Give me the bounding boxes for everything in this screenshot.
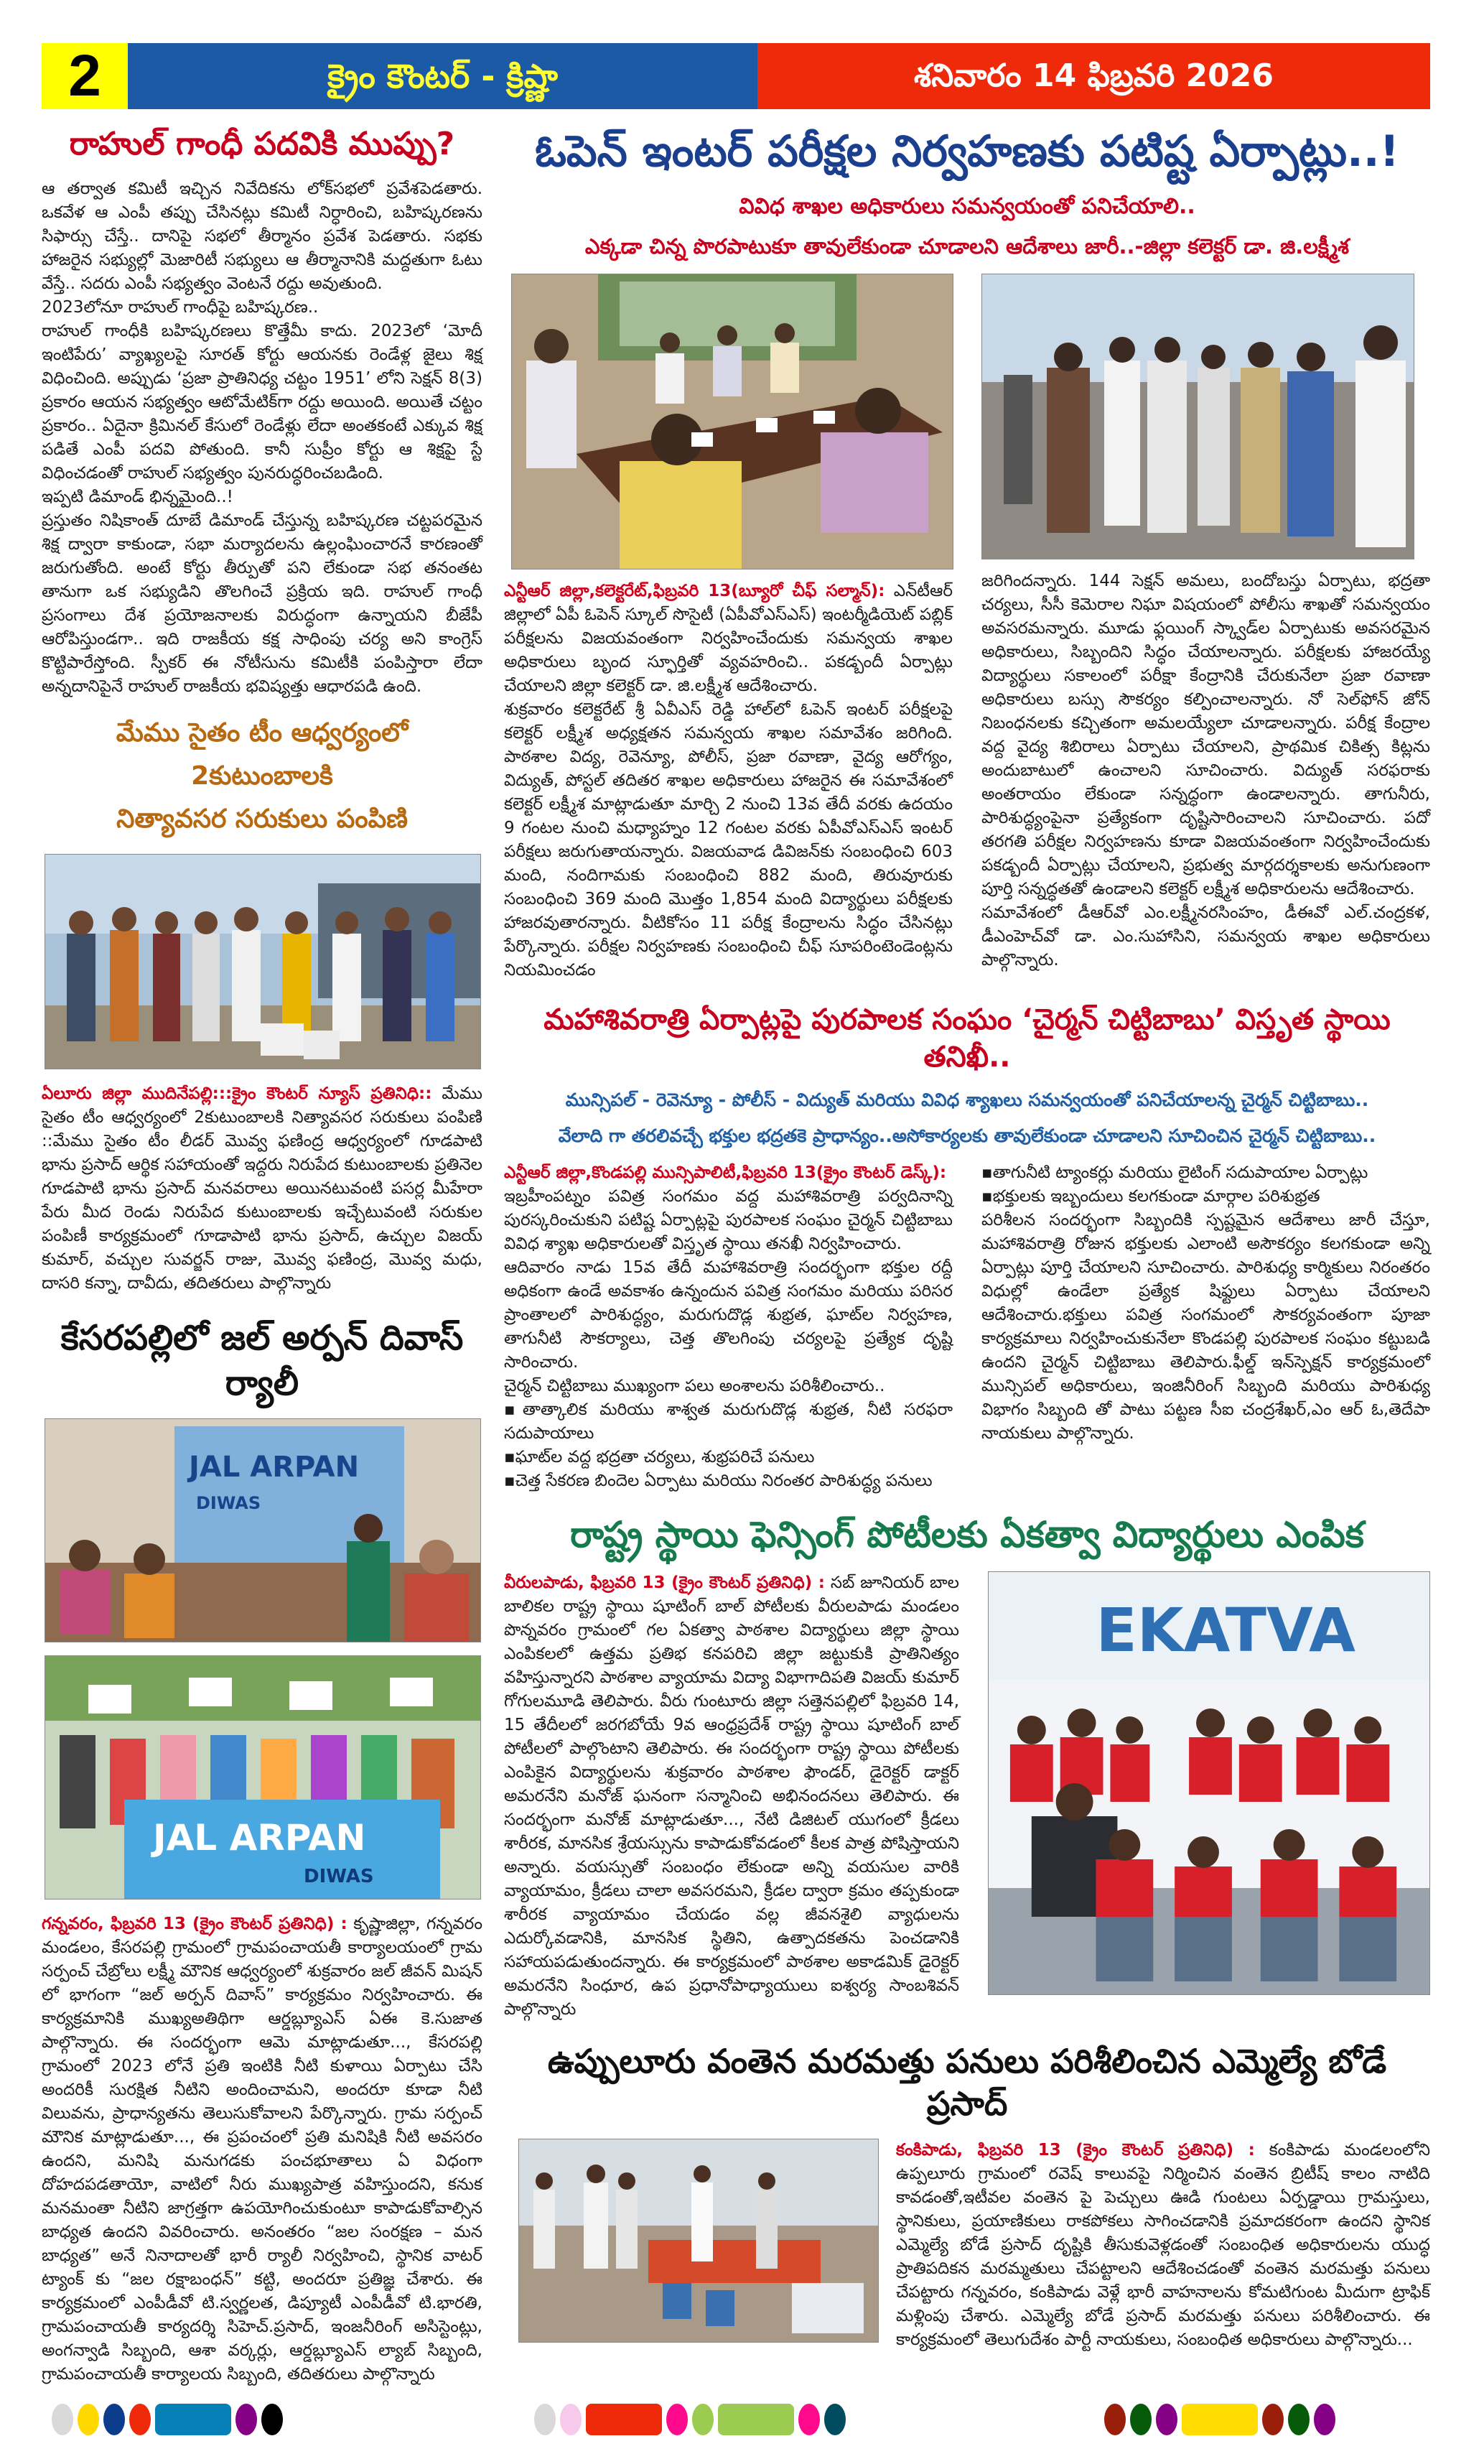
color-dot (824, 2404, 846, 2435)
paragraph: ఇప్పటి డిమాండ్ భిన్నమైంది..! (42, 488, 233, 507)
dateline: ఏలూరు జిల్లా ముదినేపల్లి:::క్రైం కౌంటర్ న్యూస్ ప్రతినిధి:: (42, 1084, 432, 1104)
issue-date: శనివారం 14 ఫిబ్రవరి 2026 (757, 43, 1430, 109)
color-dot (798, 2404, 820, 2435)
rahul-headline: రాహుల్ గాంధీ పదవికి ముప్పు? (69, 126, 455, 162)
photo-officials-inspection (981, 274, 1414, 559)
color-dot (235, 2404, 257, 2435)
color-bar (1182, 2404, 1258, 2435)
ekatva-article-body (504, 1571, 959, 2022)
color-registration-marks-left (52, 2404, 283, 2435)
color-bar (155, 2404, 231, 2435)
page-number: 2 (42, 43, 128, 109)
right-region (504, 124, 1430, 2352)
photo-bridge-repair (518, 2139, 879, 2343)
paragraph: రాహుల్ గాంధీకి బహిష్కరణలు కొత్తేమీ కాదు. 2023లో ‘మోదీ ఇంటిపేరు’ వ్యాఖ్యలపై సూరత్ కోర్టు ఆయనకు రెండేళ్ల జైలు శిక్ష విధించింది. అప్పుడు ‘ప్రజా ప్రాతినిధ్య చట్టం 1951’ లోని సెక్షన్ 8(3) ప్రకారం ఆయన సభ్యత్వం ఆటోమేటిక్‌గా రద్దు అయింది. అయితే చట్టం ప్రకారం.. ఏదైనా క్రిమినల్ కేసులో రెండేళ్లు లేదా అంతకంటే ఎక్కువ శిక్ష పడితే ఎంపీ పదవి పోతుంది. కానీ సుప్రీం కోర్టు ఆ శిక్షపై స్టే విధించడంతో రాహుల్ సభ్యత్వం పునరుద్ధరించబడింది. (42, 322, 482, 483)
dateline: వీరులపాడు, ఫిబ్రవరి 13 (క్రైం కౌంటర్ ప్రతినిధి) : (504, 1573, 826, 1592)
color-dot (1156, 2404, 1177, 2435)
color-dot (129, 2404, 151, 2435)
headline-line: నిత్యావసర సరుకులు పంపిణి (116, 804, 408, 834)
exam-article (504, 274, 1430, 982)
headline-line: మేము సైతం టీం ఆధ్వర్యంలో 2కుటుంబాలకి (116, 718, 409, 791)
paragraph: ఇబ్రహీంపట్నం పవిత్ర సంగమం వద్ద మహాశివరాత్రి పర్వదినాన్ని పురస్కరించుకుని పటిష్ట ఏర్పాట్లపై పురపాలక సంఘం చైర్మన్ చిట్టిబాబు వివిధ శ్యాఖ అధికారులతో విస్తృత స్థాయి తనఖీ నిర్వహించారు. (504, 1186, 953, 1253)
edition-title: క్రైం కౌంటర్ - క్రిష్ణా (128, 43, 757, 109)
article-text: కంకిపాడు మండలంలోని ఉప్పలూరు గ్రామంలో రవెష్ కాలువపై నిర్మించిన వంతెన బ్రిటీష్ కాలం నాటిది కావడంతో,ఇటీవల వంతెన పై పెచ్చులు ఊడి గుంటలు ఏర్పడ్డాయి గ్రామస్తులు, స్థానికులు, ప్రయాణికులు రాకపోకలు సాగించడానికి ప్రమాదకరంగా ఉందని స్థానిక ఎమ్మెల్యే బోడే ప్రసాద్ దృష్టికి తీసుకువెళ్లడంతో సంబంధిత అధికారులను యుద్ధ ప్రాతిపదికన మరమ్మతులు చేపట్టాలని ఆదేశించడంతో వంతెన మరమత్తు పనులు చేపట్టారు గన్నవరం, కంకిపాడు వెళ్లే భారీ వాహనాలను కోమటిగుంట మీదుగా ట్రాఫిక్ మళ్లింపు చేశారు. ఎమ్మెల్యే బోడే ప్రసాద్ మరమత్తు పనులు పరిశీలించారు. ఈ కార్యక్రమంలో తెలుగుదేశం పార్టీ నాయకులు, సంబంధిత అధికారులు పాల్గొన్నారు... (896, 2141, 1431, 2350)
photo-ekatva-students (988, 1571, 1430, 1995)
color-dot (1104, 2404, 1126, 2435)
paragraph: చైర్మన్ చిట్టిబాబు ముఖ్యంగా పలు అంశాలను పరిశీలించారు.. (504, 1376, 885, 1395)
paragraph (42, 1912, 482, 2386)
paragraph: ఆ తర్వాత కమిటీ ఇచ్చిన నివేదికను లోక్‌సభలో ప్రవేశపెడతారు. ఒకవేళ ఆ ఎంపీ తప్పు చేసినట్లు కమిటీ నిర్ధారించి, బహిష్కరణను సిఫార్సు చేస్తే.. దానిపై సభలో తీర్మానం ప్రవేశ పెడతారు. సభకు హాజరైన సభ్యుల్లో మెజారిటీ సభ్యులు ఆ తీర్మానానికి మద్దతుగా ఓటు వేస్తే.. సదరు ఎంపీ సభ్యత్వం వెంటనే రద్దు అవుతుంది. (42, 180, 482, 294)
exam-article-col1 (504, 580, 953, 982)
bridge-article-body (896, 2139, 1430, 2352)
banner-subtext: DIWAS (304, 1865, 374, 1887)
exam-subheadline-2: ఎక్కడా చిన్న పొరపాటుకూ తావులేకుండా చూడాలని ఆదేశాలు జారీ..-జిల్లా కలెక్టర్ డా. జి.లక్ష్మీశ (584, 234, 1350, 259)
article-text: మేము సైతం టీం ఆధ్వర్యంలో 2కుటుంబాలకి నిత్యావసర సరుకులు పంపిణి ::మేము సైతం టీం లీడర్ మొవ్వ ఫణింద్ర ఆధ్వర్యంలో గూడపాటి భాను ప్రసాద్ ఆర్థిక సహాయంతో ఇద్దరు నిరుపేద కుటుంబాలకు ప్రతినెల గూడపాటి భాను ప్రసాద్ మనవరాలు అయినటువంటి పసర్ల మీహేరా పేరు మీద రెండు నిరుపేద కుటుంబాలకు ఇచ్చేటువంటి సరుకుల పంపిణీ కార్యక్రమంలో గూడాపాటి భాను ప్రసాద్, ఉచ్చుల విజయ్ కుమార్, వచ్చుల సువర్జన్ రాజు, మొవ్వ ఫణింద్ర, మొవ్వ మధు, దాసరి కన్నా, దావీదు, తదితరులు పాల్గొన్నారు (42, 1084, 482, 1293)
dateline: గన్నవరం, ఫిబ్రవరి 13 (క్రైం కౌంటర్ ప్రతినిధి) : (42, 1914, 347, 1933)
paragraph (504, 1571, 959, 2022)
footer-marks (42, 2404, 1430, 2435)
paragraph (504, 580, 953, 698)
paragraph (42, 1082, 482, 1296)
dateline: ఎన్టీఆర్ జిల్లా,కలెక్టరేట్,ఫిబ్రవరి 13(బ్యూరో చీఫ్ సల్మాన్): (504, 581, 885, 600)
paragraph (896, 2139, 1430, 2352)
photo-jal-arpan-rally (45, 1655, 481, 1900)
paragraph: సమావేశంలో డీఆర్‌వో ఎం.లక్ష్మీనరసింహం, డీఈవో ఎల్.చంద్రకళ, డీఎంహెచ్‌వో డా. ఎం.సుహాసిని, సమన్వయ శాఖల అధికారులు పాల్గొన్నారు. (981, 903, 1430, 970)
bridge-headline: ఉప్పులూరు వంతెన మరమత్తు పనులు పరిశీలించిన ఎమ్మెల్యే బోడే ప్రసాద్ (547, 2041, 1387, 2124)
color-dot (52, 2404, 73, 2435)
paragraph: జరిగిందన్నారు. 144 సెక్షన్ అమలు, బందోబస్తు ఏర్పాటు, భద్రతా చర్యలు, సీసీ కెమెరాల నిఘా విషయంలో పోలీసు శాఖతో సమన్వయం అవసరమన్నారు. మూడు ఫ్లయింగ్ స్క్వాడ్‌ల ఏర్పాటుకు అవసరమైన అధికారులు, సిబ్బందిని సిద్ధం చేయాలన్నారు. పరీక్షలకు హాజరయ్యే విద్యార్థులు సకాలంలో పరీక్షా కేంద్రానికి చేరుకునేలా ప్రజా రవాణా అధికారులు బస్సు సౌకర్యం కల్పించాలన్నారు. నో సెల్‌ఫోన్ జోన్ నిబంధనలకు కచ్చితంగా అమలయ్యేలా చూడాలన్నారు. పరీక్ష కేంద్రాల వద్ద వైద్య శిబిరాలు ఏర్పాటు చేయాలని, ప్రాథమిక చికిత్స కిట్లను అందుబాటులో ఉంచాలని సూచించారు. విద్యుత్ సరఫరాకు అంతరాయం లేకుండా సన్నద్ధంగా ఉండాలన్నారు. తాగునీరు, పారిశుద్ధ్యంపైనా ప్రత్యేకంగా దృష్టిసారించాలని సూచించారు. పదో తరగతి పరీక్షల నిర్వహణను కూడా విజయవంతంగా నిర్వహించేందుకు పకడ్బందీ ఏర్పాట్లు చేయాలని, ప్రభుత్వ మార్గదర్శకాలకు అనుగుణంగా పూర్తి సన్నద్ధతతో ఉండాలని కలెక్టర్ లక్ష్మీశ అధికారులను ఆదేశించారు. (981, 571, 1430, 898)
photo-collectorate-meeting (511, 274, 953, 569)
paragraph: పరిశీలన సందర్భంగా సిబ్బందికి స్పష్టమైన ఆదేశాలు జారీ చేస్తూ, మహాశివరాత్రి రోజున భక్తులకు ఎలాంటి అసౌకర్యం కలగకుండా అన్ని ఏర్పాట్లు పూర్తి చేయాలని సూచించారు. పారిశుధ్య కార్మికులు నిరంతరం విధుల్లో ఉండేలా ప్రత్యేక షిఫ్టులు ఏర్పాటు చేయాలని ఆదేశించారు.భక్తులు పవిత్ర సంగమంలో సౌకర్యవంతంగా పూజా కార్యక్రమాలు నిర్వహించుకునేలా కొండపల్లి పురపాలక సంఘం కట్టుబడి ఉందని చైర్మన్ చిట్టిబాబు తెలిపారు.ఫీల్డ్ ఇన్‌స్పెక్షన్ కార్యక్రమంలో మున్సిపల్ అధికారులు, ఇంజినీరింగ్ సిబ్బంది మరియు పారిశుధ్య విభాగం సిబ్బంది తో పాటు పట్టణ సీఐ చంద్రశేఖర్,ఎం ఆర్ ఓ,తెదేపా నాయకులు పాల్గొన్నారు. (981, 1210, 1430, 1443)
jal-article-body (42, 1912, 482, 2386)
article-text: కృష్ణాజిల్లా, గన్నవరం మండలం, కేసరపల్లి గ్రామంలో గ్రామపంచాయతీ కార్యాలయంలో గ్రామ సర్పంచ్ చేబ్రోలు లక్ష్మీ మౌనిక ఆధ్వర్యంలో శుక్రవారం జల్ జీవన్ మిషన్ లో భాగంగా “జల్ అర్పన్ దివాస్” కార్యక్రమం నిర్వహించారు. ఈ కార్యక్రమానికి ముఖ్యఅతిథిగా ఆర్డబ్ల్యూఎస్ ఏఈ కె.సుజాత పాల్గొన్నారు. ఈ సందర్భంగా ఆమె మాట్లాడుతూ..., కేసరపల్లి గ్రామంలో 2023 లోనే ప్రతి ఇంటికి నీటి కుళాయి ఏర్పాటు చేసి అందరికీ సురక్షిత నీటిని అందించామని, అందరూ కూడా నీటి విలువను, ప్రాధాన్యతను తెలుసుకోవాలని పేర్కొన్నారు. గ్రామ సర్పంచ్ మౌనిక మాట్లాడుతూ..., ఈ ప్రపంచంలో ప్రతి మనిషికి నీటి అవసరం ఉందని, మనిషి మనుగడకు పంచభూతాలు ఏ విధంగా దోహదపడతాయో, వాటిలో నీరు ముఖ్యపాత్ర వహిస్తుందని, కనుక మనమంతా నీటిని జాగ్రత్తగా ఉపయోగించుకుంటూ కాపాడుకోవాల్సిన బాధ్యత ఉందని వివరించారు. అనంతరం “జల సంరక్షణ – మన బాధ్యత” అనే నినాదాలతో భారీ ర్యాలీ నిర్వహించి, స్థానిక వాటర్ ట్యాంక్ కు “జల రక్షాబంధన్” కట్టి, అందరూ ప్రతిజ్ఞ చేశారు. ఈ కార్యక్రమంలో ఎంపీడీవో టి.స్వర్ణలత, డిప్యూటీ ఎంపీడీవో టి.భారతి, గ్రామపంచాయతీ కార్యదర్శి సిహెచ్.ప్రసాద్, ఇంజనీరింగ్ అసిస్టెంట్లు, అంగన్వాడి సిబ్బంది, ఆశా వర్కర్లు, ఆర్డబ్ల్యూఎస్ ల్యాబ్ సిబ్బంది, గ్రామపంచాయతీ కార్యాలయ సిబ్బంది, తదితరులు పాల్గొన్నారు (42, 1914, 482, 2384)
color-dot (534, 2404, 556, 2435)
shivaratri-article-col2 (981, 1161, 1430, 1446)
rahul-article-body (42, 177, 482, 699)
shivaratri-article-col1 (504, 1161, 953, 1493)
memu-headline (42, 712, 482, 841)
shivaratri-headline: మహాశివరాత్రి ఏర్పాట్లపై పురపాలక సంఘం ‘చైర్మన్ చిట్టిబాబు’ విస్తృత స్థాయి తనిఖీ.. (543, 1003, 1391, 1074)
list-item: ▪చెత్త సేకరణ బిందెల ఏర్పాటు మరియు నిరంతర పారిశుద్ధ్య పనులు (504, 1471, 933, 1490)
color-dot (666, 2404, 688, 2435)
color-dot (560, 2404, 582, 2435)
paragraph: ప్రస్తుతం నిషికాంత్ దూబే డిమాండ్ చేస్తున్న బహిష్కరణ చట్టపరమైన శిక్ష ద్వారా కాకుండా, సభా మర్యాదలను ఉల్లంఘించారనే కారణంతో జరుగుతోంది. అంటే కోర్టు తీర్పుతో పని లేకుండా సభ తనంతట తానుగా ఒక సభ్యుడిని తొలగించే ప్రక్రియ ఇది. రాహుల్ గాంధీ ప్రసంగాలు దేశ ప్రయోజనాలకు విరుద్ధంగా ఉన్నాయని బీజేపీ ఆరోపిస్తుండగా.. ఇది రాజకీయ కక్ష సాధింపు చర్య అని కాంగ్రెస్ కొట్టిపారేస్తోంది. స్పీకర్ ఈ నోటీసును కమిటీకి పంపిస్తారా లేదా అన్నదానిపైనే రాహుల్ రాజకీయ భవిష్యత్తు ఆధారపడి ఉంది. (42, 511, 482, 697)
shivaratri-article (504, 1161, 1430, 1493)
shivaratri-subheadline-1: మున్సిపల్ - రెవెన్యూ - పోలీస్ - విద్యుత్ మరియు వివిధ శ్యాఖలు సమన్వయంతో పనిచేయాలన్న చైర్మన్ చిట్టిబాబు.. (565, 1089, 1369, 1110)
shivaratri-subheadline-2: వేలాది గా తరలివచ్చే భక్తుల భద్రతకె ప్రాధాన్యం..అసోకార్యలకు తావులేకుండా చూడాలని సూచించిన చైర్మన్ చిట్టిబాబు.. (558, 1125, 1376, 1147)
exam-headline: ఓపెన్ ఇంటర్ పరీక్షల నిర్వహణకు పటిష్ట ఏర్పాట్లు..! (535, 126, 1399, 177)
bridge-article (504, 2139, 1430, 2352)
banner-text: JAL ARPAN (153, 1816, 366, 1859)
ekatva-article (504, 1571, 1430, 2022)
color-dot (692, 2404, 714, 2435)
list-item: ▪తాగునీటి ట్యాంకర్లు మరియు లైటింగ్ సదుపాయాల ఏర్పాట్లు (981, 1163, 1368, 1182)
banner-text: JAL ARPAN (189, 1450, 360, 1484)
ekatva-logo-text: EKATVA (1096, 1594, 1355, 1665)
article-text: ఎన్‌టీఆర్ జిల్లాలో ఏపీ ఓపెన్ స్కూల్ సొసైటీ (ఏపీవోఎస్ఎస్) ఇంటర్మీడియెట్ పబ్లిక్ పరీక్షలను విజయవంతంగా నిర్వహించేందుకు సమన్వయ శాఖల అధికారులు బృంద స్ఫూర్తితో వ్యవహరించి.. పకడ్బందీ ఏర్పాట్లు చేయాలని జిల్లా కలెక్టర్ డా. జి.లక్ష్మీశ ఆదేశించారు. (504, 581, 953, 695)
paragraph: 2023లోనూ రాహుల్ గాంధీపై బహిష్కరణ.. (42, 298, 319, 317)
photo-jal-arpan-stage (45, 1418, 481, 1642)
color-registration-marks-right (1104, 2404, 1335, 2435)
color-dot (1262, 2404, 1284, 2435)
list-item: ▪తాత్కాలిక మరియు శాశ్వత మరుగుదొడ్ల శుభ్రత, నీటి సరఫరా సదుపాయాలు (504, 1400, 953, 1443)
color-dot (1130, 2404, 1152, 2435)
color-bar (718, 2404, 794, 2435)
ekatva-headline: రాష్ట్ర స్థాయి ఫెన్సింగ్ పోటీలకు ఏకత్వా విద్యార్థులు ఎంపిక (570, 1513, 1364, 1556)
color-registration-marks-center (534, 2404, 846, 2435)
color-dot (1288, 2404, 1310, 2435)
exam-article-col2 (981, 569, 1430, 972)
left-column (42, 124, 482, 2386)
memu-article-body (42, 1082, 482, 1296)
list-item: ▪భక్తులకు ఇబ్బందులు కలగకుండా మార్గాల పరిశుభ్రత (981, 1186, 1320, 1206)
dateline: ఎన్టీఆర్ జిల్లా,కొండపల్లి మున్సిపాలిటీ,ఫిబ్రవరి 13(క్రైం కౌంటర్ డెస్క్): (504, 1163, 947, 1182)
list-item: ▪ఘాట్‌ల వద్ద భద్రతా చర్యలు, శుభ్రపరిచే పనులు (504, 1447, 815, 1466)
masthead (42, 43, 1430, 109)
photo-grocery-distribution (45, 854, 481, 1069)
banner-subtext: DIWAS (196, 1492, 261, 1513)
paragraph: ఆదివారం నాడు 15వ తేదీ మహాశివరాత్రి సందర్భంగా భక్తుల రద్దీ అధికంగా ఉండే అవకాశం ఉన్నందున పవిత్ర సంగమం మరియు పరిసర ప్రాంతాలలో పారిశుద్ధ్యం, మరుగుదొడ్ల శుభ్రత, ఘాట్‌ల నిర్వహణ, తాగునీటి సౌకర్యాలు, చెత్త తొలగింపు చర్యలపై ప్రత్యేక దృష్టి సారించారు. (504, 1257, 953, 1372)
exam-subheadline-1: వివిధ శాఖల అధికారులు సమన్వయంతో పనిచేయాలి.. (739, 194, 1195, 219)
dateline: కంకిపాడు, ఫిబ్రవరి 13 (క్రైం కౌంటర్ ప్రతినిధి) : (896, 2141, 1255, 2160)
article-text: సబ్ జూనియర్ బాల బాలికల రాష్ట్ర స్థాయి షూటింగ్ బాల్ పోటీలకు వీరులపాడు మండలం పొన్నవరం గ్రామంలో గల ఏకత్వా పాఠశాల విద్యార్థులు జిల్లా స్థాయి ఎంపికలలో ఉత్తమ ప్రతిభ కనపరిచి జిల్లా జట్టుకుకి ప్రాతినిత్యం వహిస్తున్నారని పాఠశాల వ్యాయామ విద్యా విభాగాదిపతి విజయ్ కుమార్ గోగులమూడి తెలిపారు. వీరు గుంటూరు జిల్లా సత్తెనపల్లిలో ఫిబ్రవరి 14, 15 తేదీలలో జరగబోయే 9వ ఆంధ్రప్రదేశ్ రాష్ట్ర స్థాయి షూటింగ్ బాల్ పోటీలలో పాల్గొంటాని తెలిపారు. ఈ సందర్భంగా రాష్ట్ర స్థాయి పోటీలకు ఎంపికైన విద్యార్థులను శుక్రవారం పాఠశాల ఫౌండర్, డైరెక్టర్ డాక్టర్ అమరనేని మనోజ్ ఘనంగా సన్మానించి అభినందనలు తెలిపారు. ఈ సందర్భంగా మనోజ్ మాట్లాడుతూ..., నేటి డిజిటల్ యుగంలో క్రీడలు శారీరక, మానసిక శ్రేయస్సును కాపాడుకోవడంలో కీలక పాత్ర పోషిస్తాయని అన్నారు. వయస్సుతో సంబంధం లేకుండా అన్ని వయసుల వారికి వ్యాయామం, క్రీడలు చాలా అవసరమని, క్రీడల ద్వారా క్రమం తప్పకుండా శారీరక వ్యాయామం చేయడం వల్ల జీవనశైలి వ్యాధులను ఎదుర్కోవడానికి, మానసిక స్థితిని, ఉత్పాదకతను పెంచడానికి సహాయపడుతుందన్నారు. ఈ కార్యక్రమంలో పాఠశాల అకాడమిక్ డైరెక్టర్ అమరనేని సింధూర, ఉప ప్రధానోపాధ్యాయులు ఐశ్వర్య సాంబశివన్ పాల్గొన్నారు (504, 1573, 959, 2019)
color-dot (1314, 2404, 1335, 2435)
jal-headline: కేసరపల్లిలో జల్ అర్పన్ దివాస్ ర్యాలీ (60, 1318, 464, 1403)
color-dot (261, 2404, 283, 2435)
color-dot (103, 2404, 125, 2435)
paragraph: శుక్రవారం కలెక్టరేట్ శ్రీ ఏవీఎస్ రెడ్డి హాల్‌లో ఓపెన్ ఇంటర్ పరీక్షలపై కలెక్టర్ లక్ష్మీశ అధ్యక్షతన సమన్వయ శాఖల సమావేశం జరిగింది. పాఠశాల విద్య, రెవెన్యూ, పోలీస్, ప్రజా రవాణా, వైద్య ఆరోగ్యం, విద్యుత్, పోస్టల్ తదితర శాఖల అధికారులు హాజరైన ఈ సమావేశంలో కలెక్టర్ లక్ష్మీశ మాట్లాడుతూ మార్చి 2 నుంచి 13వ తేదీ వరకు ఉదయం 9 గంటల నుంచి మధ్యాహ్నం 12 గంటల వరకు ఏపీవోఎస్ఎస్ ఇంటర్ పరీక్షలు జరుగుతాయన్నారు. విజయవాడ డివిజన్‌కు సంబంధించి 603 మంది, నందిగామకు సంబంధించి 882 మంది, తిరువూరుకు సంబంధించి 369 మంది మొత్తం 1,854 మంది విద్యార్థులు పరీక్షలకు హాజరవుతారన్నారు. వీటికోసం 11 పరీక్ష కేంద్రాలను సిద్ధం చేసినట్లు పేర్కొన్నారు. పరీక్షల నిర్వహణకు సంబంధించి చీఫ్ సూపరింటెండెంట్లను నియమించడం (504, 699, 953, 980)
color-bar (586, 2404, 662, 2435)
color-dot (78, 2404, 99, 2435)
